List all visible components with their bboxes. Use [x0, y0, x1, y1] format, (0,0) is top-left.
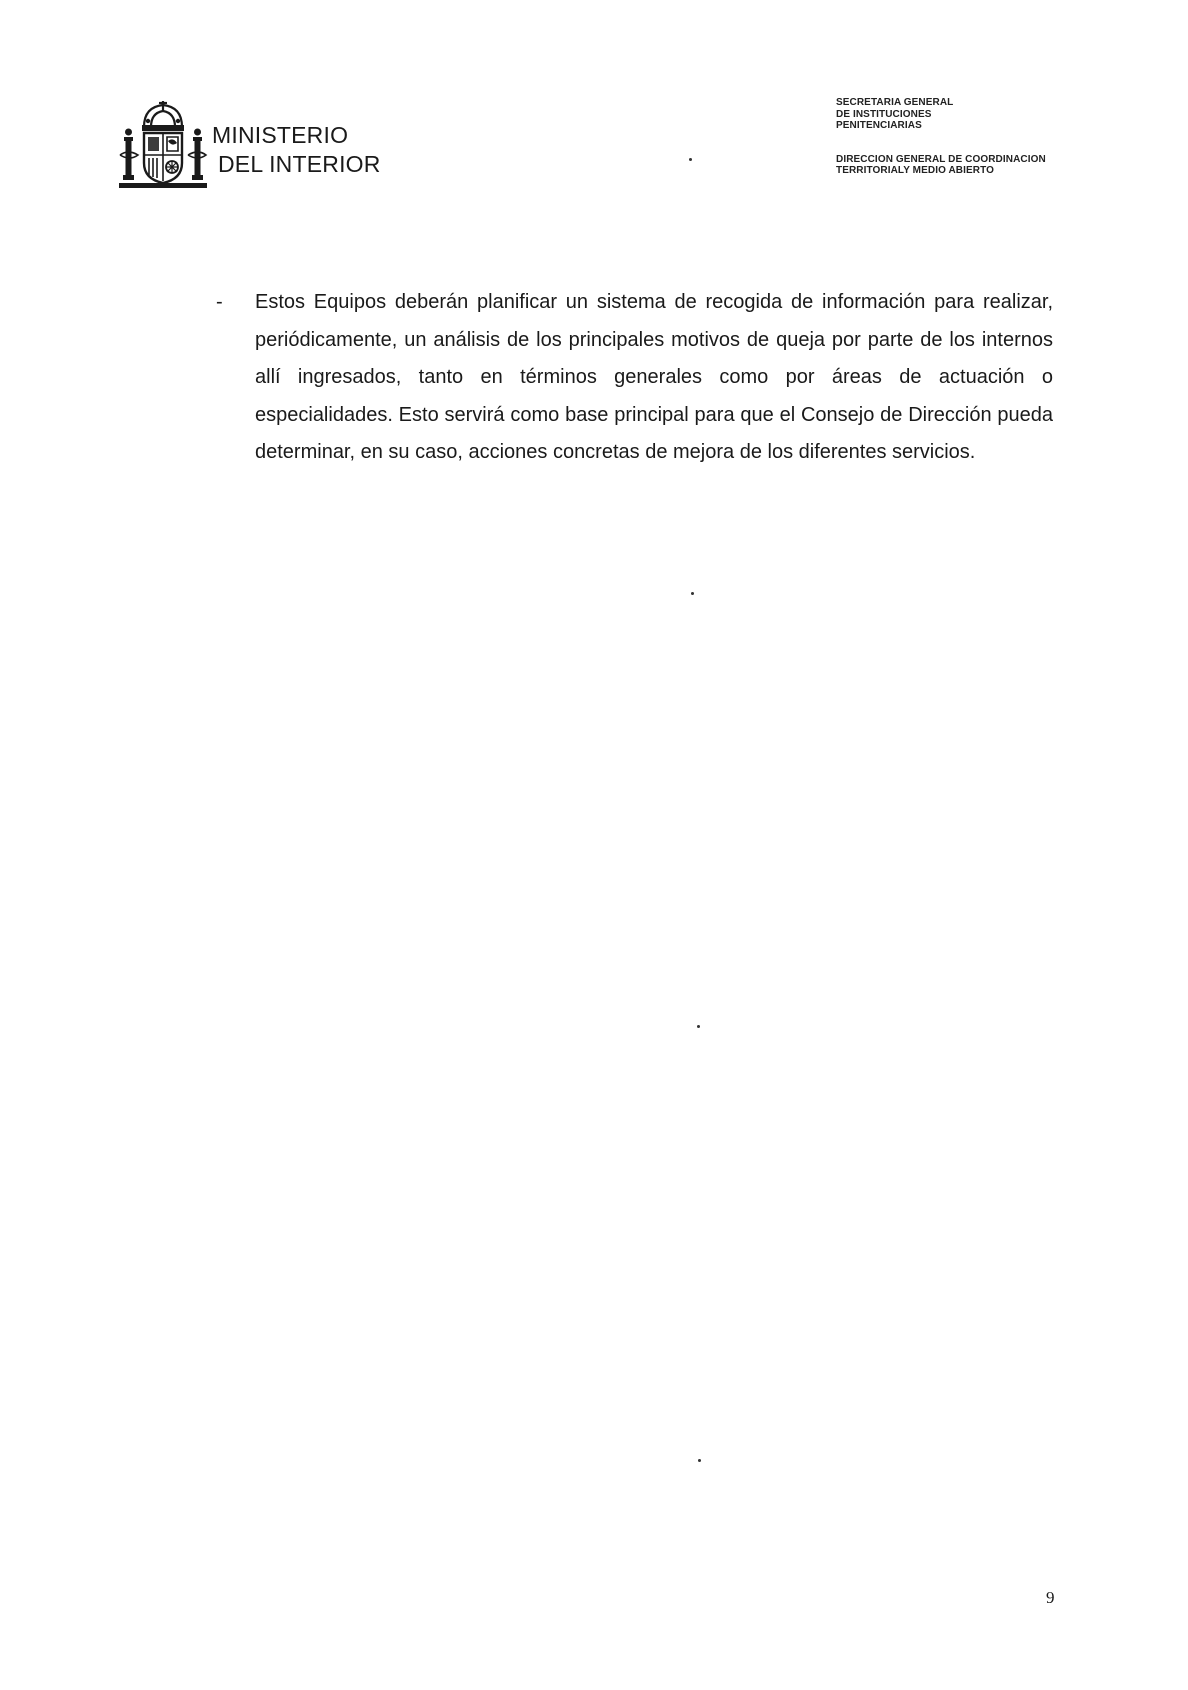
ministry-name-line1: MINISTERIO [212, 122, 349, 148]
agency-line: PENITENCIARIAS [836, 120, 922, 131]
directorate-line: TERRITORIALY MEDIO ABIERTO [836, 165, 994, 176]
agency-line: SECRETARIA GENERAL [836, 97, 954, 108]
ministry-name-line2: DEL INTERIOR [218, 151, 381, 177]
scan-artifact [689, 158, 692, 161]
ministry-name [212, 121, 381, 179]
agency-header [836, 97, 1046, 177]
paragraph: Estos Equipos deberán planificar un sistema de recogida de información para realizar, periódicamente, un análisis de los principales motivos de queja por parte de los internos allí ingresados, tanto en términos generales como por áreas de actuación o especialidades. Esto servirá como base principal para que el Consejo de Dirección pueda determinar, en su caso, acciones concretas de mejora de los diferentes servicios. [255, 291, 1053, 463]
agency-line: DE INSTITUCIONES [836, 108, 932, 120]
spanish-coat-of-arms-icon [118, 97, 208, 191]
bullet-marker: - [216, 291, 223, 313]
scan-artifact [698, 1459, 701, 1462]
page-number: 9 [1046, 1588, 1055, 1607]
directorate-line: DIRECCION GENERAL DE COORDINACION [836, 153, 1046, 165]
scan-artifact [697, 1025, 700, 1028]
scan-artifact [691, 592, 694, 595]
